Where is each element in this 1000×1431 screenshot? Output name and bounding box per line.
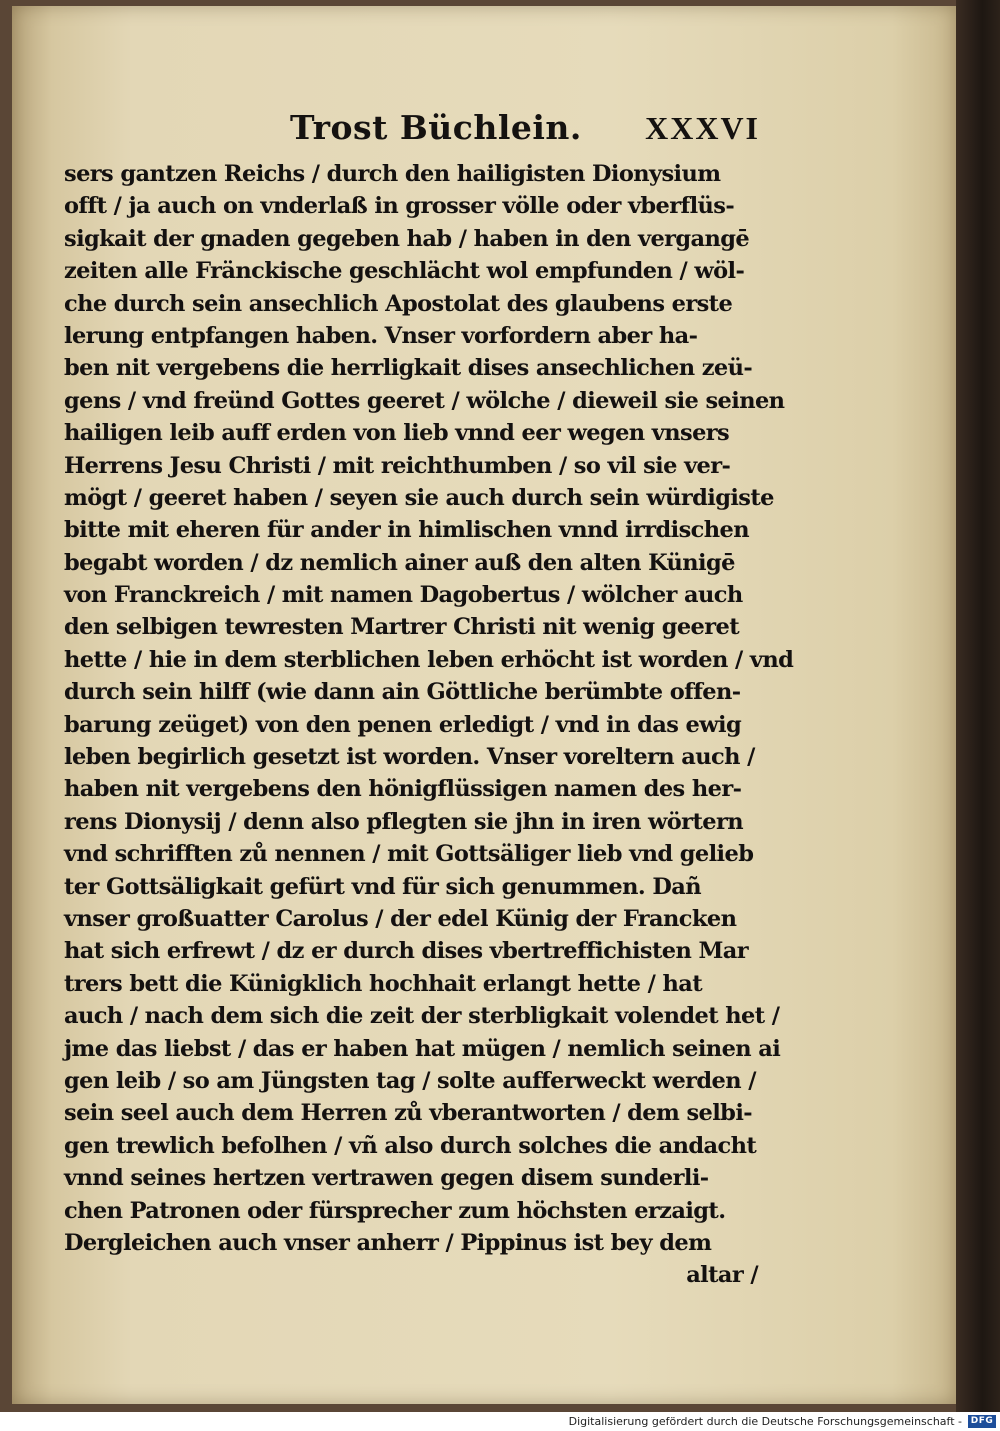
text-line: vnnd seines hertzen vertrawen gegen disem sunderli- (64, 1165, 709, 1192)
text-line: von Franckreich / mit namen Dagobertus / wölcher auch (64, 582, 743, 609)
body-text (64, 158, 794, 1292)
text-line: hailigen leib auff erden von lieb vnnd eer wegen vnsers (64, 420, 730, 447)
text-line: hat sich erfrewt / dz er durch dises vbertreffichisten Mar (64, 938, 749, 965)
text-line: jme das liebst / das er haben hat mügen / nemlich seinen ai (64, 1035, 781, 1062)
dfg-logo-icon: DFG (968, 1415, 996, 1428)
folio-number: XXXVI (645, 110, 760, 146)
text-line: barung zeüget) von den penen erledigt / vnd in das ewig (64, 711, 742, 738)
text-line: offt / ja auch on vnderlaß in grosser völle oder vberflüs- (64, 193, 735, 220)
text-line: den selbigen tewresten Martrer Christi nit wenig geeret (64, 614, 740, 641)
text-line: vnser großuatter Carolus / der edel Künig der Francken (64, 905, 737, 932)
text-line: trers bett die Künigklich hochhait erlangt hette / hat (64, 970, 702, 997)
text-line: begabt worden / dz nemlich ainer auß den alten Künigē (64, 549, 735, 576)
text-line: mögt / geeret haben / seyen sie auch durch sein würdigiste (64, 484, 774, 511)
text-line: che durch sein ansechlich Apostolat des glaubens erste (64, 290, 733, 317)
text-line: ben nit vergebens die herrligkait dises ansechlichen zeü- (64, 355, 753, 382)
text-line: ter Gottsäligkait gefürt vnd für sich genummen. Dañ (64, 873, 701, 900)
text-line: sein seel auch dem Herren zů vberantworten / dem selbi- (64, 1100, 753, 1127)
text-line: Dergleichen auch vnser anherr / Pippinus ist bey dem (64, 1229, 712, 1256)
text-line: chen Patronen oder fürsprecher zum höchsten erzaigt. (64, 1197, 726, 1224)
text-line: lerung entpfangen haben. Vnser vorfordern aber ha- (64, 322, 698, 349)
digitization-footer (0, 1412, 1000, 1431)
text-line: gens / vnd freünd Gottes geeret / wölche / dieweil sie seinen (64, 387, 785, 414)
text-line: haben nit vergebens den hönigflüssigen namen des her- (64, 776, 742, 803)
text-line: leben begirlich gesetzt ist worden. Vnser voreltern auch / (64, 744, 755, 771)
running-head (290, 108, 760, 158)
book-edge (956, 0, 1000, 1412)
footer-credit: Digitalisierung gefördert durch die Deutsche Forschungsgemeinschaft - (568, 1415, 962, 1428)
text-line: vnd schrifften zů nennen / mit Gottsäliger lieb vnd gelieb (64, 841, 754, 868)
text-line: hette / hie in dem sterblichen leben erhöcht ist worden / vnd (64, 646, 794, 673)
text-line: sers gantzen Reichs / durch den hailigisten Dionysium (64, 161, 721, 187)
text-line: zeiten alle Fränckische geschlächt wol empfunden / wöl- (64, 258, 745, 285)
text-line: durch sein hilff (wie dann ain Göttliche berümbte offen- (64, 679, 741, 706)
running-title: Trost Büchlein. (290, 108, 582, 147)
catchword: altar / (686, 1262, 758, 1289)
text-line: rens Dionysij / denn also pflegten sie jhn in iren wörtern (64, 808, 743, 835)
text-line: sigkait der gnaden gegeben hab / haben in den vergangē (64, 225, 750, 252)
text-line: Herrens Jesu Christi / mit reichthumben / so vil sie ver- (64, 452, 731, 479)
text-line: auch / nach dem sich die zeit der sterbligkait volendet het / (64, 1003, 780, 1030)
text-line: bitte mit eheren für ander in himlischen vnnd irrdischen (64, 517, 750, 544)
text-line: gen leib / so am Jüngsten tag / solte aufferweckt werden / (64, 1067, 756, 1094)
text-line: gen trewlich befolhen / vñ also durch solches die andacht (64, 1132, 757, 1159)
